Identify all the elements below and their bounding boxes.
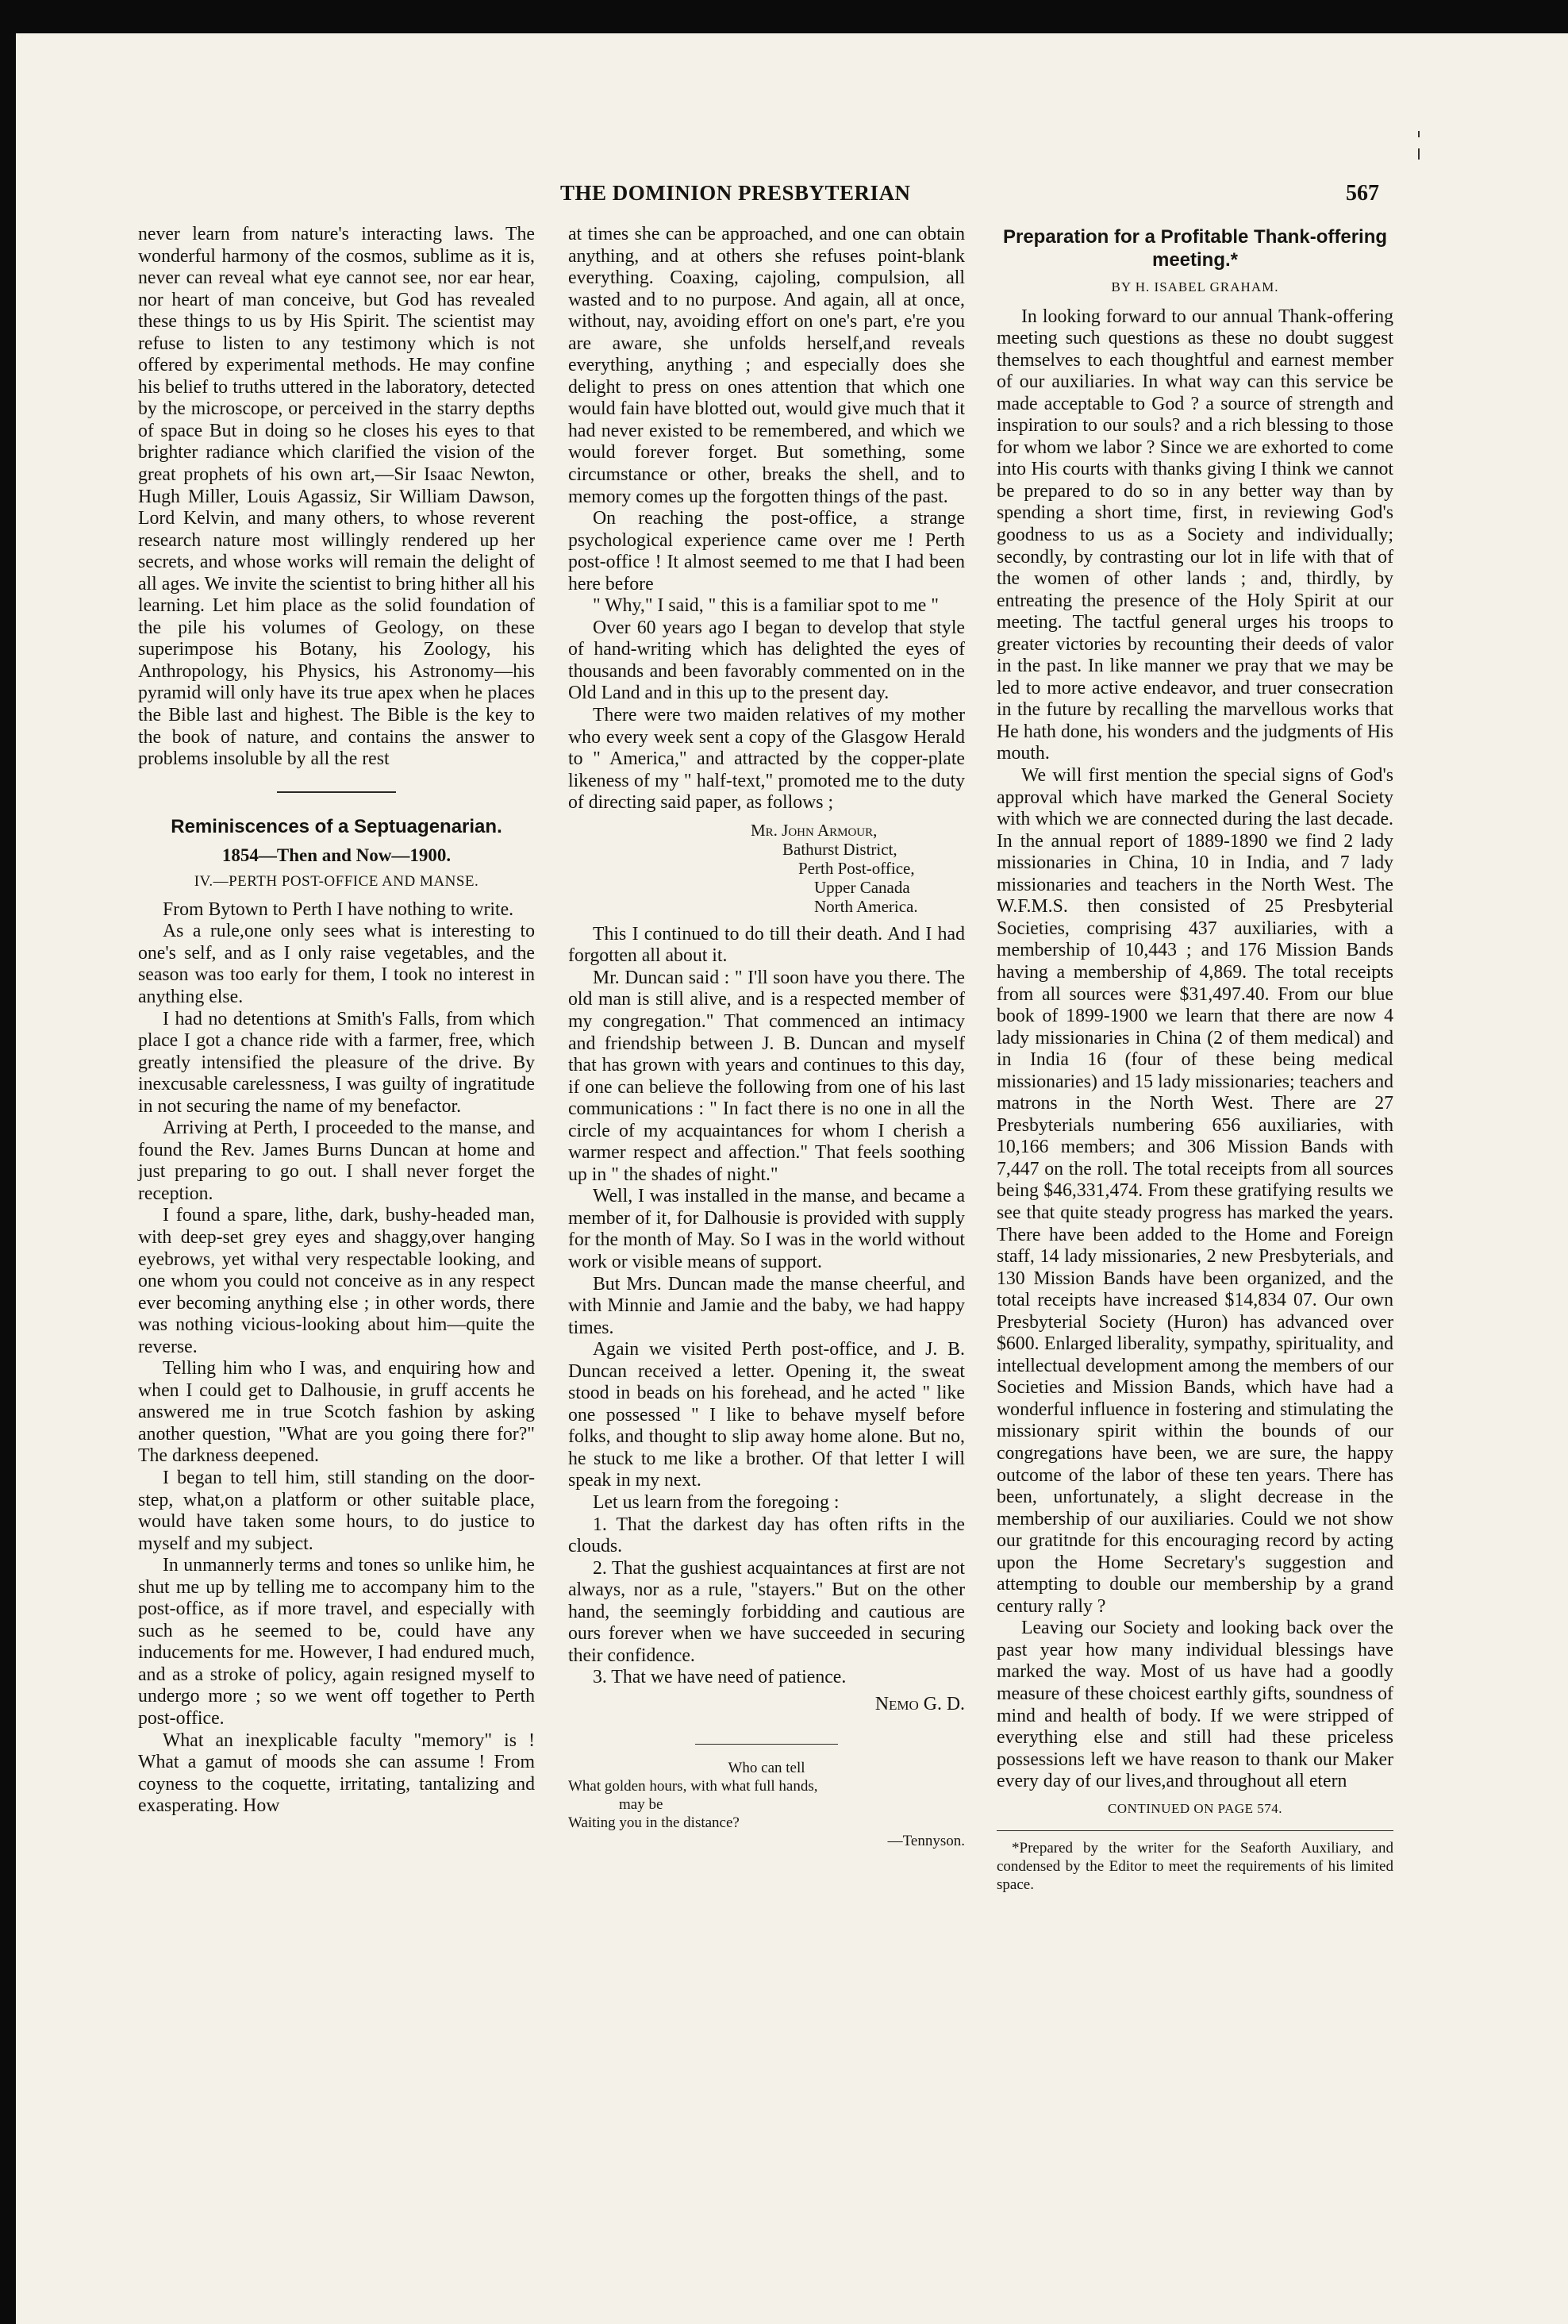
article-paragraph: On reaching the post-office, a strange psychological experience came over me ! Perth post-office ! It almost seemed to me that I had been here before	[568, 508, 965, 594]
article-paragraph: 1. That the darkest day has often rifts in the clouds.	[568, 1514, 965, 1557]
article-paragraph: Let us learn from the foregoing :	[592, 1491, 840, 1513]
article-title: Reminiscences of a Septuagenarian.	[171, 815, 502, 837]
column-middle	[568, 224, 965, 1850]
scan-border-top	[0, 0, 1568, 33]
address-line: Perth Post-office,	[798, 858, 915, 878]
article-paragraph: In looking forward to our annual Thank-offering meeting such questions as these no doubt suggest themselves to each thoughtful and earnest member of our auxiliaries. In what way can this service be made acceptable to God ? a source of strength and inspiration to our souls? and a rich blessing to those for whom we labor ? Since we are exhorted to come into His courts with thanks giving I think we cannot be prepared to do so in any better way than by spending a short time, first, in reviewing God's goodness to us as a Society and individually; secondly, by contrasting our lot in life with that of the women of other lands ; and, thirdly, by entreating the presence of the Holy Spirit at our meeting. The tactful general urges his troops to greater victories by recounting their deeds of valor in the past. In like manner we pray that we may be led to more active endeavor, and truer consecration in the future by recalling the marvellous works that He hath done, his wonders and the judgments of His mouth.	[997, 306, 1393, 764]
article-paragraph: There were two maiden relatives of my mother who every week sent a copy of the Glasgow Herald to " America," and attracted by the copper-plate likeness of my " half-text," promoted me to the duty of directing said paper, as follows ;	[568, 705, 965, 814]
article-paragraph: Arriving at Perth, I proceeded to the manse, and found the Rev. James Burns Duncan at home and just preparing to go out. I shall never forget the reception.	[138, 1118, 535, 1204]
address-line: Bathurst District,	[782, 839, 897, 859]
poem-line: Waiting you in the distance?	[568, 1814, 740, 1832]
column-left	[138, 224, 535, 1818]
poem-line: What golden hours, with what full hands,	[568, 1778, 818, 1795]
article-paragraph: I began to tell him, still standing on the door-step, what,on a platform or other suitable place, would have taken some hours, to do justice to myself and my subject.	[138, 1467, 535, 1554]
article-paragraph: 2. That the gushiest acquaintances at first are not always, nor as a rule, "stayers." But on the other hand, the seemingly forbidding and cautious are ours forever when we have succeeded in securing their confidence.	[568, 1557, 965, 1666]
article-subtitle: 1854—Then and Now—1900.	[221, 845, 452, 865]
article-title: Preparation for a Profitable Thank-offering meeting.*	[1002, 226, 1388, 271]
article-paragraph: This I continued to do till their death. And I had forgotten all about it.	[568, 923, 965, 967]
article-byline: BY H. ISABEL GRAHAM.	[1111, 279, 1279, 294]
article-paragraph: 3. That we have need of patience.	[592, 1667, 847, 1688]
article-paragraph: at times she can be approached, and one can obtain anything, and at others she refuses point-blank everything. Coaxing, cajoling, compulsion, all wasted and to no purpose. And again, all at once, without, nay, avoiding effort on one's part, e're you are aware, she unfolds herself,and reveals everything, anything ; and especially does she delight to press on ones attention that which one would fain have blotted out, would give much that it had never existed to be remembered, and which we would forever forget. But something, some circumstance or other, breaks the shell, and to memory comes up the forgotten things of the past.	[568, 224, 965, 507]
scan-speck-marks	[1417, 131, 1420, 160]
article-paragraph: From Bytown to Perth I have nothing to write.	[162, 898, 514, 920]
poem-author: —Tennyson.	[887, 1833, 965, 1850]
article-paragraph: " Why," I said, " this is a familiar spot to me "	[592, 595, 940, 617]
article-paragraph: What an inexplicable faculty "memory" is ! What a gamut of moods she can assume ! From coyness to the coquette, irritating, tantalizing and exasperating. How	[138, 1730, 535, 1817]
article-paragraph: Well, I was installed in the manse, and became a member of it, for Dalhousie is provided with supply for the month of May. So I was in the world without work or visible means of support.	[568, 1186, 965, 1272]
article-paragraph: Again we visited Perth post-office, and J. B. Duncan received a letter. Opening it, the sweat stood in beads on his forehead, and he acted " like one possessed " I like to behave myself before folks, and thought to slip away home alone. But no, he stuck to me like a brother. Of that letter I will speak in my next.	[568, 1339, 965, 1491]
page-header	[0, 181, 1568, 213]
article-paragraph: never learn from nature's interacting laws. The wonderful harmony of the cosmos, sublime as it is, never can reveal what eye cannot see, nor ear hear, nor heart of man conceive, but God has revealed these things to us by His Spirit. The scientist may refuse to listen to any testimony which is not offered by experimental methods. He may confine his belief to truths uttered in the laboratory, detected by the microscope, or perceived in the starry depths of space But in doing so he closes his eyes to that brighter radiance which clarified the vision of the great prophets of his own art,—Sir Isaac Newton, Hugh Miller, Louis Agassiz, Sir William Dawson, Lord Kelvin, and many others, to whose reverent research nature most willingly rendered up her secrets, and whose works will remain the delight of all ages. We invite the scientist to bring hither all his learning. Let him place as the solid foundation of the pile his volumes of Geology, on these superimpose his Botany, his Zoology, his Anthropology, his Physics, his Astronomy—his pyramid will only have its true apex when he places the Bible last and highest. The Bible is the key to the book of nature, and contains the answer to problems insoluble by all the rest	[138, 224, 535, 770]
article-paragraph: Mr. Duncan said : " I'll soon have you there. The old man is still alive, and is a respected member of my congregation." That commenced an intimacy and friendship between J. B. Duncan and myself that has grown with years and continues to this day, if one can believe the following from one of his last communications : " In fact there is no one in all the circle of my acquaintances for whom I cherish a warmer respect and affection." That feels soothing up in " the shades of night."	[568, 967, 965, 1185]
address-line: North America.	[814, 896, 918, 916]
article-paragraph: But Mrs. Duncan made the manse cheerful, and with Minnie and Jamie and the baby, we had happy times.	[568, 1273, 965, 1338]
poem-line: Who can tell	[728, 1760, 805, 1777]
article-paragraph: As a rule,one only sees what is interesting to one's self, and as I only raise vegetables, and the season was too early for them, I took no interest in anything else.	[138, 921, 535, 1007]
article-paragraph: Telling him who I was, and enquiring how and when I could get to Dalhousie, in gruff accents he answered me in true Scotch fashion by asking another question, "What are you going there for?" The darkness deepened.	[138, 1358, 535, 1467]
article-section-heading: IV.—PERTH POST-OFFICE AND MANSE.	[194, 873, 479, 891]
section-divider	[277, 791, 396, 793]
footnote: *Prepared by the writer for the Seaforth Auxiliary, and condensed by the Editor to meet the requirements of his limited space.	[997, 1840, 1393, 1894]
poem-quote	[568, 1759, 965, 1850]
footnote-divider	[997, 1830, 1393, 1831]
masthead: THE DOMINION PRESBYTERIAN	[560, 181, 911, 205]
article-paragraph: Leaving our Society and looking back over the past year how many individual blessings have marked the way. Most of us have had a goodly measure of these choicest earthly gifts, soundness of mind and health of body. If we were stripped of everything else and still had these priceless possessions left we have reason to thank our Maker every day of our lives,and throughout all etern	[997, 1618, 1393, 1792]
article-paragraph: In unmannerly terms and tones so unlike him, he shut me up by telling me to accompany him to the post-office, as if more travel, and especially with such as he seemed to be, could have any inducements for me. However, I had endured much, and as a stroke of policy, again resigned myself to undergo more ; so we went off together to Perth post-office.	[138, 1555, 535, 1729]
column-right	[997, 224, 1393, 1894]
section-divider	[695, 1744, 838, 1745]
address-line: Upper Canada	[814, 877, 910, 897]
article-paragraph: Over 60 years ago I began to develop that style of hand-writing which has delighted the eyes of thousands and been favorably commented on in the Old Land and in this up to the present day.	[568, 617, 965, 704]
continued-notice: CONTINUED ON PAGE 574.	[1107, 1800, 1283, 1816]
article-paragraph: I had no detentions at Smith's Falls, from which place I got a chance ride with a farmer, free, which greatly intensified the pleasure of the drive. By inexcusable carelessness, I was guilty of ingratitude in not securing the name of my benefactor.	[138, 1008, 535, 1117]
postal-address-block	[751, 821, 965, 916]
poem-line: may be	[619, 1796, 663, 1814]
article-paragraph: I found a spare, lithe, dark, bushy-headed man, with deep-set grey eyes and shaggy,over hanging eyebrows, yet withal very respectable looking, and one whom you could not conceive as in any respect ever becoming anything else ; in other words, there was nothing vicious-looking about him—quite the reverse.	[138, 1205, 535, 1357]
author-signature: Nemo G. D.	[874, 1693, 965, 1714]
scan-border-left	[0, 0, 16, 2324]
page-number: 567	[1346, 181, 1379, 206]
article-paragraph: We will first mention the special signs of God's approval which have marked the General Society with which we are connected during the last decade. In the annual report of 1889-1890 we find 2 lady missionaries in China, 10 in India, and 7 lady missionaries and teachers in the North West. The W.F.M.S. then consisted of 25 Presbyterial Societies, comprising 437 auxiliaries, with a membership of 10,443 ; and 176 Mission Bands having a membership of 4,869. The total receipts from all sources were $31,497.40. From our blue book of 1899-1900 we learn that there are now 4 lady missionaries in China (2 of them medical) and in India 16 (four of these being medical missionaries) and 15 lady missionaries; teachers and matrons in the North West. There are 27 Presbyterials numbering 656 auxiliaries, with 10,166 members; and 306 Mission Bands with 7,447 on the roll. The total receipts from all sources being $46,331,474. From these gratifying results we see that quite steady progress has marked the years. There have been added to the Home and Foreign staff, 14 lady missionaries, 2 new Presbyterials, and 130 Mission Bands have been organized, and the total receipts have increased $14,834 07. Our own Presbyterial Society (Huron) has advanced over $600. Enlarged liberality, sympathy, spirituality, and intellectual development among the members of our Societies and Mission Bands, which have had a wonderful influence in fostering and stimulating the missionary spirit within the bounds of our congregations have been, we are sure, the happy outcome of the labor of these ten years. There has been, unfortunately, a slight decrease in the membership of our auxiliaries. Could we not show our gratitnde for this encouraging record by acting upon the Home Secretary's suggestion and attempting to double our membership by a grand century rally ?	[997, 765, 1393, 1617]
address-line: Mr. John Armour,	[751, 820, 878, 840]
